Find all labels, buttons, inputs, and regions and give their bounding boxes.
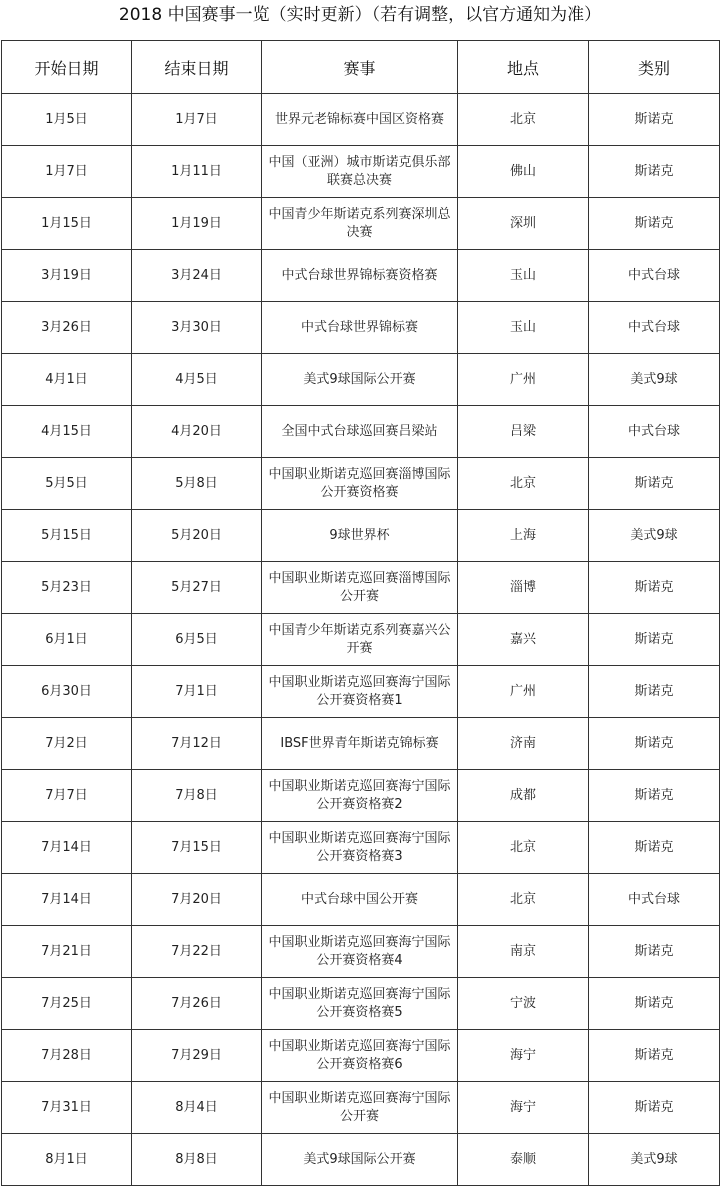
category-cell: 斯诺克 (589, 614, 720, 666)
table-row (2, 666, 720, 718)
category-cell: 斯诺克 (589, 666, 720, 718)
category-cell: 斯诺克 (589, 1082, 720, 1134)
category-cell: 斯诺克 (589, 1030, 720, 1082)
end-date-cell: 4月5日 (132, 354, 262, 406)
location-cell: 北京 (458, 94, 589, 146)
end-date-cell: 7月26日 (132, 978, 262, 1030)
event-cell: 美式9球国际公开赛 (262, 1134, 458, 1186)
event-cell: 中国（亚洲）城市斯诺克俱乐部联赛总决赛 (262, 146, 458, 198)
location-cell: 佛山 (458, 146, 589, 198)
table-body (2, 94, 720, 1186)
start-date-cell: 6月1日 (2, 614, 132, 666)
start-date-cell: 7月25日 (2, 978, 132, 1030)
category-cell: 斯诺克 (589, 146, 720, 198)
location-cell: 济南 (458, 718, 589, 770)
table-row (2, 354, 720, 406)
event-cell: IBSF世界青年斯诺克锦标赛 (262, 718, 458, 770)
end-date-cell: 8月8日 (132, 1134, 262, 1186)
start-date-cell: 7月2日 (2, 718, 132, 770)
event-cell: 中国职业斯诺克巡回赛海宁国际公开赛资格赛2 (262, 770, 458, 822)
end-date-cell: 3月30日 (132, 302, 262, 354)
start-date-cell: 3月26日 (2, 302, 132, 354)
event-cell: 9球世界杯 (262, 510, 458, 562)
table-row (2, 250, 720, 302)
end-date-cell: 5月27日 (132, 562, 262, 614)
end-date-cell: 1月11日 (132, 146, 262, 198)
location-cell: 广州 (458, 666, 589, 718)
table-row (2, 978, 720, 1030)
table-row (2, 458, 720, 510)
location-cell: 北京 (458, 458, 589, 510)
event-cell: 中国职业斯诺克巡回赛海宁国际公开赛资格赛4 (262, 926, 458, 978)
category-cell: 斯诺克 (589, 718, 720, 770)
end-date-cell: 7月22日 (132, 926, 262, 978)
table-row (2, 614, 720, 666)
start-date-cell: 5月23日 (2, 562, 132, 614)
start-date-cell: 1月15日 (2, 198, 132, 250)
category-cell: 美式9球 (589, 510, 720, 562)
event-cell: 中国青少年斯诺克系列赛嘉兴公开赛 (262, 614, 458, 666)
start-date-cell: 7月21日 (2, 926, 132, 978)
end-date-cell: 7月15日 (132, 822, 262, 874)
start-date-cell: 4月15日 (2, 406, 132, 458)
start-date-cell: 1月5日 (2, 94, 132, 146)
event-cell: 中国职业斯诺克巡回赛海宁国际公开赛 (262, 1082, 458, 1134)
event-cell: 全国中式台球巡回赛吕梁站 (262, 406, 458, 458)
table-row (2, 94, 720, 146)
table-row (2, 1082, 720, 1134)
category-cell: 斯诺克 (589, 94, 720, 146)
end-date-cell: 5月8日 (132, 458, 262, 510)
header-location: 地点 (458, 41, 589, 94)
category-cell: 斯诺克 (589, 822, 720, 874)
location-cell: 海宁 (458, 1030, 589, 1082)
event-cell: 中国职业斯诺克巡回赛海宁国际公开赛资格赛3 (262, 822, 458, 874)
start-date-cell: 7月7日 (2, 770, 132, 822)
location-cell: 南京 (458, 926, 589, 978)
event-cell: 世界元老锦标赛中国区资格赛 (262, 94, 458, 146)
location-cell: 淄博 (458, 562, 589, 614)
start-date-cell: 8月1日 (2, 1134, 132, 1186)
location-cell: 广州 (458, 354, 589, 406)
table-row (2, 406, 720, 458)
table-row (2, 874, 720, 926)
event-cell: 中国青少年斯诺克系列赛深圳总决赛 (262, 198, 458, 250)
event-cell: 中国职业斯诺克巡回赛淄博国际公开赛资格赛 (262, 458, 458, 510)
event-cell: 中式台球中国公开赛 (262, 874, 458, 926)
end-date-cell: 1月19日 (132, 198, 262, 250)
table-row (2, 302, 720, 354)
category-cell: 斯诺克 (589, 458, 720, 510)
location-cell: 吕梁 (458, 406, 589, 458)
end-date-cell: 5月20日 (132, 510, 262, 562)
location-cell: 北京 (458, 822, 589, 874)
end-date-cell: 7月8日 (132, 770, 262, 822)
table-row (2, 198, 720, 250)
end-date-cell: 8月4日 (132, 1082, 262, 1134)
location-cell: 深圳 (458, 198, 589, 250)
start-date-cell: 1月7日 (2, 146, 132, 198)
category-cell: 斯诺克 (589, 926, 720, 978)
start-date-cell: 7月31日 (2, 1082, 132, 1134)
event-cell: 中国职业斯诺克巡回赛海宁国际公开赛资格赛1 (262, 666, 458, 718)
end-date-cell: 1月7日 (132, 94, 262, 146)
table-row (2, 1134, 720, 1186)
event-cell: 美式9球国际公开赛 (262, 354, 458, 406)
table-row (2, 770, 720, 822)
event-cell: 中国职业斯诺克巡回赛淄博国际公开赛 (262, 562, 458, 614)
table-row (2, 718, 720, 770)
location-cell: 成都 (458, 770, 589, 822)
end-date-cell: 7月12日 (132, 718, 262, 770)
location-cell: 泰顺 (458, 1134, 589, 1186)
event-cell: 中国职业斯诺克巡回赛海宁国际公开赛资格赛5 (262, 978, 458, 1030)
category-cell: 中式台球 (589, 302, 720, 354)
events-table (1, 40, 720, 1186)
table-row (2, 510, 720, 562)
event-cell: 中式台球世界锦标赛 (262, 302, 458, 354)
location-cell: 海宁 (458, 1082, 589, 1134)
start-date-cell: 7月14日 (2, 822, 132, 874)
category-cell: 美式9球 (589, 354, 720, 406)
start-date-cell: 7月28日 (2, 1030, 132, 1082)
end-date-cell: 7月1日 (132, 666, 262, 718)
table-row (2, 822, 720, 874)
category-cell: 美式9球 (589, 1134, 720, 1186)
header-start-date: 开始日期 (2, 41, 132, 94)
location-cell: 北京 (458, 874, 589, 926)
start-date-cell: 6月30日 (2, 666, 132, 718)
table-row (2, 562, 720, 614)
location-cell: 上海 (458, 510, 589, 562)
location-cell: 玉山 (458, 250, 589, 302)
location-cell: 宁波 (458, 978, 589, 1030)
table-row (2, 146, 720, 198)
location-cell: 玉山 (458, 302, 589, 354)
start-date-cell: 4月1日 (2, 354, 132, 406)
category-cell: 中式台球 (589, 874, 720, 926)
end-date-cell: 7月29日 (132, 1030, 262, 1082)
end-date-cell: 6月5日 (132, 614, 262, 666)
event-cell: 中国职业斯诺克巡回赛海宁国际公开赛资格赛6 (262, 1030, 458, 1082)
table-row (2, 926, 720, 978)
end-date-cell: 7月20日 (132, 874, 262, 926)
event-cell: 中式台球世界锦标赛资格赛 (262, 250, 458, 302)
header-event: 赛事 (262, 41, 458, 94)
category-cell: 斯诺克 (589, 978, 720, 1030)
category-cell: 斯诺克 (589, 562, 720, 614)
category-cell: 斯诺克 (589, 770, 720, 822)
start-date-cell: 5月5日 (2, 458, 132, 510)
category-cell: 斯诺克 (589, 198, 720, 250)
category-cell: 中式台球 (589, 250, 720, 302)
start-date-cell: 5月15日 (2, 510, 132, 562)
page-title: 2018 中国赛事一览（实时更新）（若有调整，以官方通知为准） (118, 5, 602, 25)
start-date-cell: 7月14日 (2, 874, 132, 926)
header-end-date: 结束日期 (132, 41, 262, 94)
end-date-cell: 3月24日 (132, 250, 262, 302)
table-header-row (2, 41, 720, 94)
header-category: 类别 (589, 41, 720, 94)
location-cell: 嘉兴 (458, 614, 589, 666)
end-date-cell: 4月20日 (132, 406, 262, 458)
table-row (2, 1030, 720, 1082)
start-date-cell: 3月19日 (2, 250, 132, 302)
category-cell: 中式台球 (589, 406, 720, 458)
